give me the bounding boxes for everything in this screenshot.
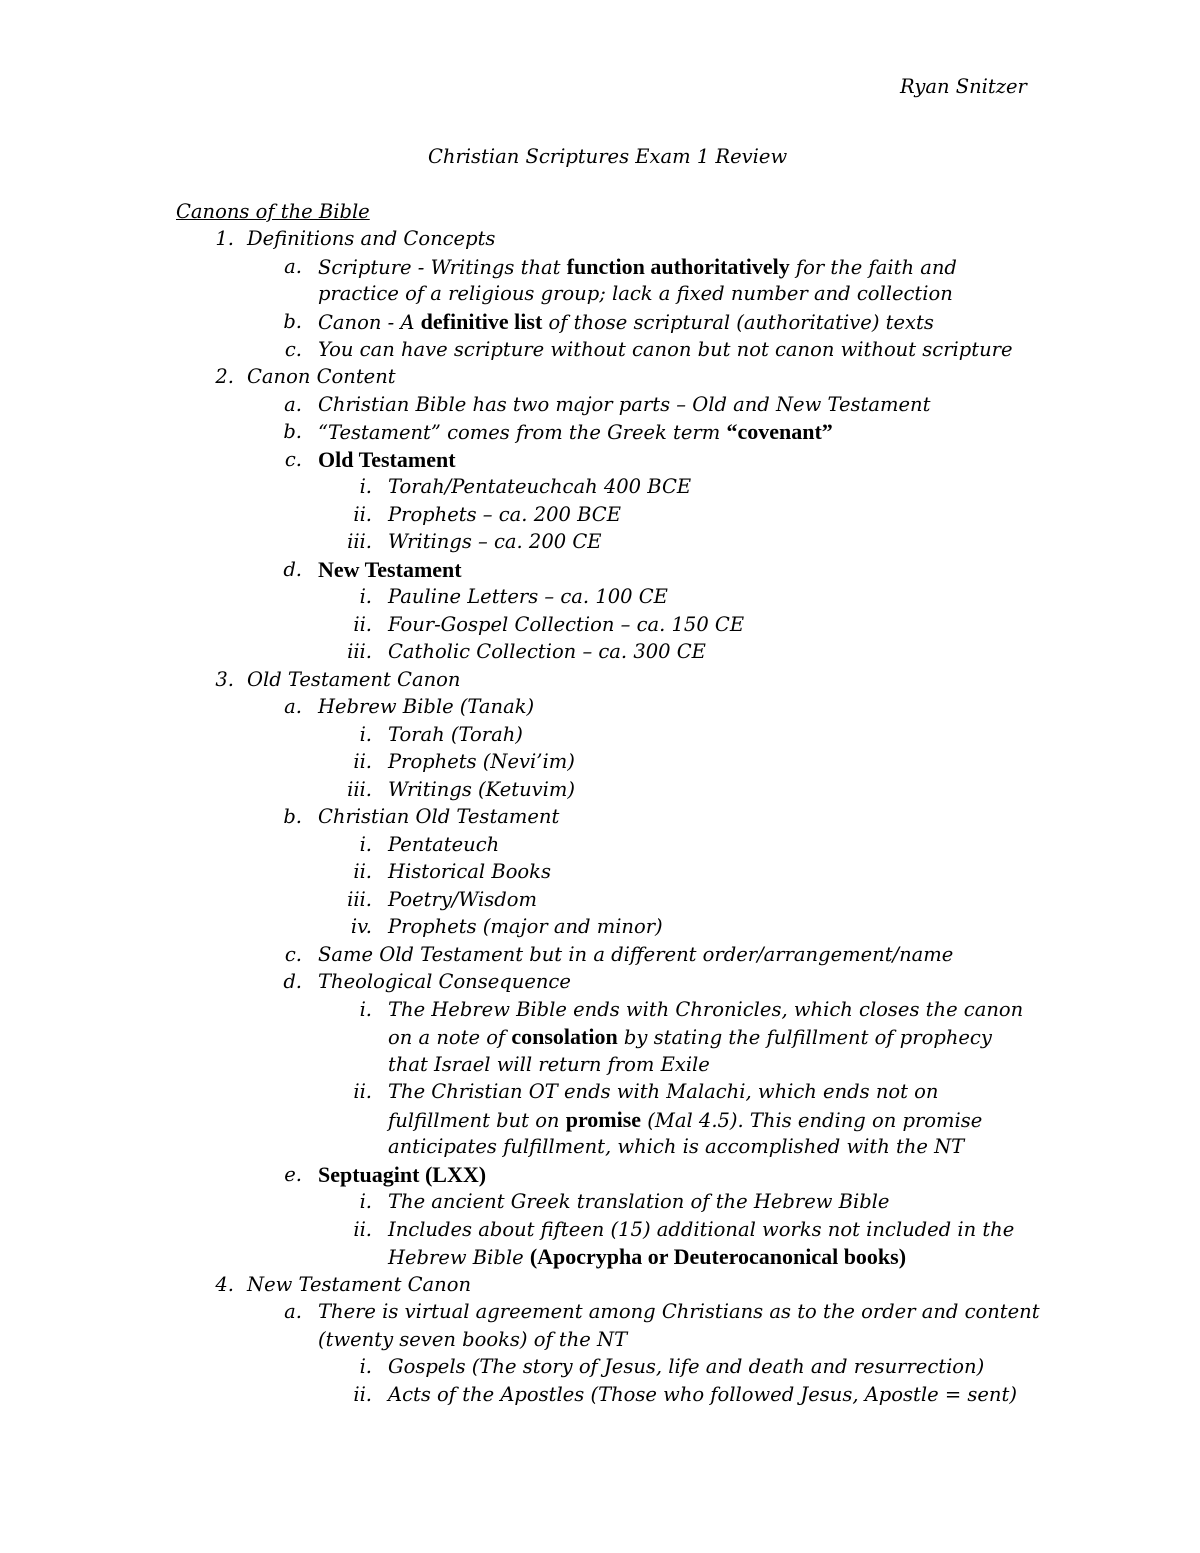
list-marker: b. bbox=[283, 310, 302, 333]
list-item: Prophets (Nevi’im) bbox=[388, 750, 575, 773]
list-item: Hebrew Bible (Tanak) bbox=[318, 695, 535, 718]
list-item: “Testament” comes from the Greek term “covenant” bbox=[318, 419, 833, 444]
list-item: Historical Books bbox=[388, 860, 551, 883]
list-marker: ii. bbox=[353, 860, 372, 883]
list-item: Acts of the Apostles (Those who followed Jesus, Apostle = sent) bbox=[388, 1383, 1017, 1406]
list-item: Canon Content bbox=[247, 365, 396, 388]
list-marker: 3. bbox=[215, 668, 234, 691]
list-marker: i. bbox=[359, 723, 372, 746]
list-item: Poetry/Wisdom bbox=[388, 888, 538, 911]
list-item: Septuagint (LXX) bbox=[318, 1162, 487, 1187]
list-item: Definitions and Concepts bbox=[247, 227, 496, 250]
list-marker: i. bbox=[359, 833, 372, 856]
list-marker: iii. bbox=[347, 640, 372, 663]
list-item: Writings (Ketuvim) bbox=[388, 778, 575, 801]
list-item: Prophets – ca. 200 BCE bbox=[388, 503, 621, 526]
list-item: Pentateuch bbox=[388, 833, 500, 856]
list-item: Scripture - Writings that function authoritatively for the faith and bbox=[318, 254, 957, 279]
list-marker: a. bbox=[284, 1300, 302, 1323]
list-item: Torah/Pentateuchcah 400 BCE bbox=[388, 475, 692, 498]
list-marker: d. bbox=[283, 970, 302, 993]
list-marker: ii. bbox=[353, 503, 372, 526]
list-marker: ii. bbox=[353, 613, 372, 636]
list-marker: iii. bbox=[347, 778, 372, 801]
list-item: The ancient Greek translation of the Hebrew Bible bbox=[388, 1190, 890, 1213]
list-item: The Christian OT ends with Malachi, which ends not on bbox=[388, 1080, 939, 1103]
list-marker: ii. bbox=[353, 750, 372, 773]
list-item-continuation: on a note of consolation by stating the fulfillment of prophecy bbox=[388, 1024, 992, 1049]
list-marker: c. bbox=[284, 943, 302, 966]
list-item: You can have scripture without canon but not canon without scripture bbox=[318, 338, 1013, 361]
list-marker: b. bbox=[283, 420, 302, 443]
list-item-continuation: Hebrew Bible (Apocrypha or Deuterocanonical books) bbox=[388, 1244, 907, 1269]
list-item: Old Testament bbox=[318, 447, 456, 472]
list-marker: i. bbox=[359, 475, 372, 498]
list-marker: a. bbox=[284, 393, 302, 416]
list-marker: i. bbox=[359, 1190, 372, 1213]
list-marker: ii. bbox=[353, 1383, 372, 1406]
author-name: Ryan Snitzer bbox=[900, 75, 1027, 98]
list-item: Pauline Letters – ca. 100 CE bbox=[388, 585, 668, 608]
list-marker: iii. bbox=[347, 530, 372, 553]
list-item: Torah (Torah) bbox=[388, 723, 523, 746]
list-item: Same Old Testament but in a different order/arrangement/name bbox=[318, 943, 954, 966]
list-marker: ii. bbox=[353, 1080, 372, 1103]
list-item: Christian Old Testament bbox=[318, 805, 560, 828]
list-marker: a. bbox=[284, 695, 302, 718]
document-title: Christian Scriptures Exam 1 Review bbox=[428, 145, 788, 168]
list-item-continuation: fulfillment but on promise (Mal 4.5). This ending on promise bbox=[388, 1107, 983, 1132]
list-item: Christian Bible has two major parts – Old and New Testament bbox=[318, 393, 931, 416]
list-marker: 2. bbox=[215, 365, 234, 388]
list-marker: ii. bbox=[353, 1218, 372, 1241]
list-item: Catholic Collection – ca. 300 CE bbox=[388, 640, 706, 663]
list-item: Theological Consequence bbox=[318, 970, 571, 993]
list-marker: d. bbox=[283, 558, 302, 581]
list-item: New Testament bbox=[318, 557, 462, 582]
list-item: There is virtual agreement among Christians as to the order and content bbox=[318, 1300, 1040, 1323]
list-marker: e. bbox=[284, 1163, 302, 1186]
list-item: The Hebrew Bible ends with Chronicles, which closes the canon bbox=[388, 998, 1024, 1021]
list-marker: 1. bbox=[215, 227, 234, 250]
list-item-continuation: (twenty seven books) of the NT bbox=[318, 1328, 628, 1351]
list-marker: b. bbox=[283, 805, 302, 828]
list-marker: i. bbox=[359, 998, 372, 1021]
list-item-continuation: practice of a religious group; lack a fixed number and collection bbox=[318, 282, 953, 305]
list-item: Gospels (The story of Jesus, life and death and resurrection) bbox=[388, 1355, 985, 1378]
list-marker: i. bbox=[359, 585, 372, 608]
list-item: Prophets (major and minor) bbox=[388, 915, 663, 938]
list-item-continuation: anticipates fulfillment, which is accomplished with the NT bbox=[388, 1135, 965, 1158]
list-item: Four-Gospel Collection – ca. 150 CE bbox=[388, 613, 745, 636]
list-item-continuation: that Israel will return from Exile bbox=[388, 1053, 710, 1076]
list-item: Writings – ca. 200 CE bbox=[388, 530, 602, 553]
list-item: Includes about fifteen (15) additional works not included in the bbox=[388, 1218, 1015, 1241]
list-marker: a. bbox=[284, 255, 302, 278]
list-item: Canon - A definitive list of those scriptural (authoritative) texts bbox=[318, 309, 934, 334]
list-item: Old Testament Canon bbox=[247, 668, 461, 691]
list-marker: c. bbox=[284, 448, 302, 471]
list-marker: iv. bbox=[350, 915, 372, 938]
list-marker: iii. bbox=[347, 888, 372, 911]
list-marker: i. bbox=[359, 1355, 372, 1378]
list-item: New Testament Canon bbox=[247, 1273, 472, 1296]
list-marker: 4. bbox=[215, 1273, 234, 1296]
list-marker: c. bbox=[284, 338, 302, 361]
section-heading: Canons of the Bible bbox=[176, 200, 370, 223]
